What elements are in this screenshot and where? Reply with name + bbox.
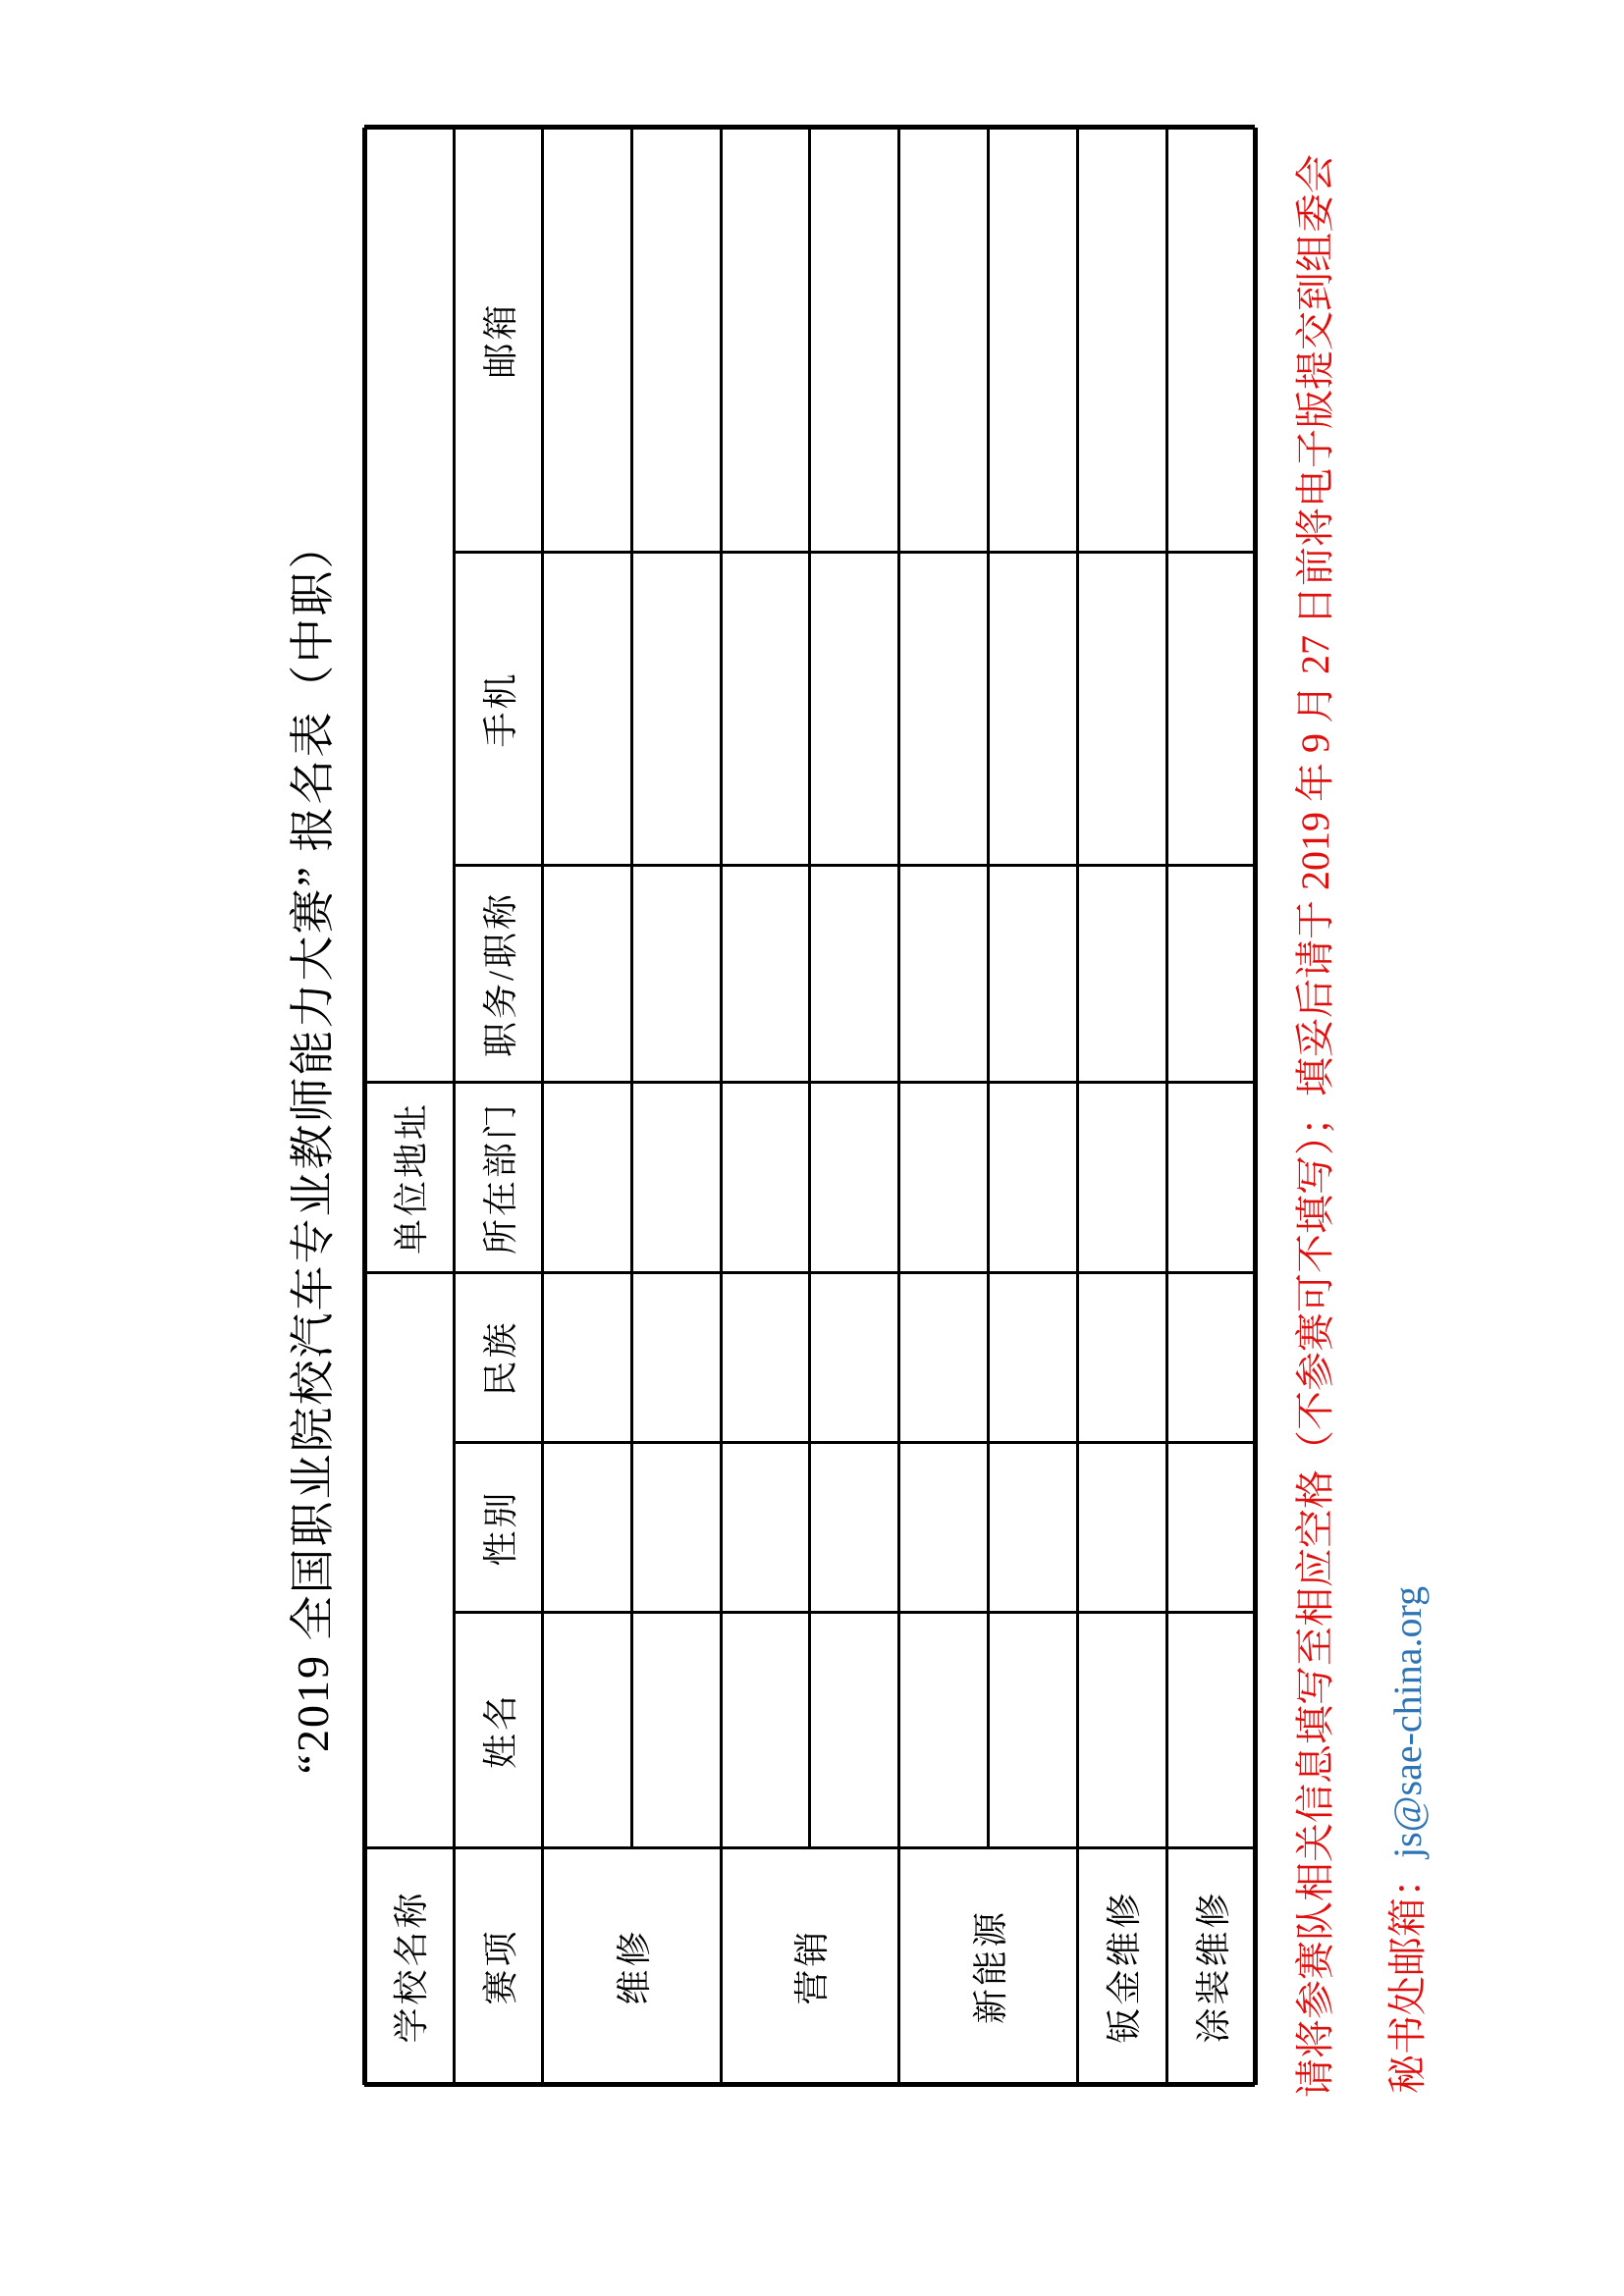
- header-gender: 性别: [480, 1489, 520, 1567]
- unit-address-value-cell: [364, 128, 454, 1083]
- note-secretariat: [1384, 1586, 1432, 2094]
- event-label-new-energy: 新能源: [970, 1909, 1010, 2025]
- header-email: 邮箱: [480, 301, 520, 379]
- header-title: 职务/职称: [480, 891, 520, 1058]
- header-mobile: 手机: [480, 670, 520, 748]
- school-name-value-cell: [364, 1273, 454, 1848]
- header-ethnicity: 民族: [480, 1319, 520, 1397]
- event-label-painting: 涂装维修: [1193, 1890, 1233, 2044]
- note-instructions: 请将参赛队相关信息填写至相应空格（不参赛可不填写）；填妥后请于 2019 年 9 月 27 日前将电子版提交到组委会: [1293, 154, 1337, 2098]
- secretariat-email-label: 秘书处邮箱：: [1385, 1858, 1430, 2094]
- page-title: “2019 全国职业院校汽车专业教师能力大赛” 报名表（中职）: [288, 521, 338, 1775]
- school-name-label: 学校名称: [392, 1890, 431, 2044]
- header-department: 所在部门: [480, 1101, 520, 1255]
- unit-address-label: 单位地址: [392, 1101, 431, 1255]
- event-label-sheet-metal: 钣金维修: [1105, 1890, 1144, 2044]
- header-event: 赛项: [480, 1928, 520, 2005]
- data-cells-area: [542, 128, 1255, 1848]
- event-label-marketing: 营销: [792, 1928, 832, 2005]
- header-name: 姓名: [480, 1692, 520, 1770]
- secretariat-email-address: js@sae-china.org: [1385, 1585, 1430, 1858]
- event-label-repair: 维修: [614, 1928, 654, 2005]
